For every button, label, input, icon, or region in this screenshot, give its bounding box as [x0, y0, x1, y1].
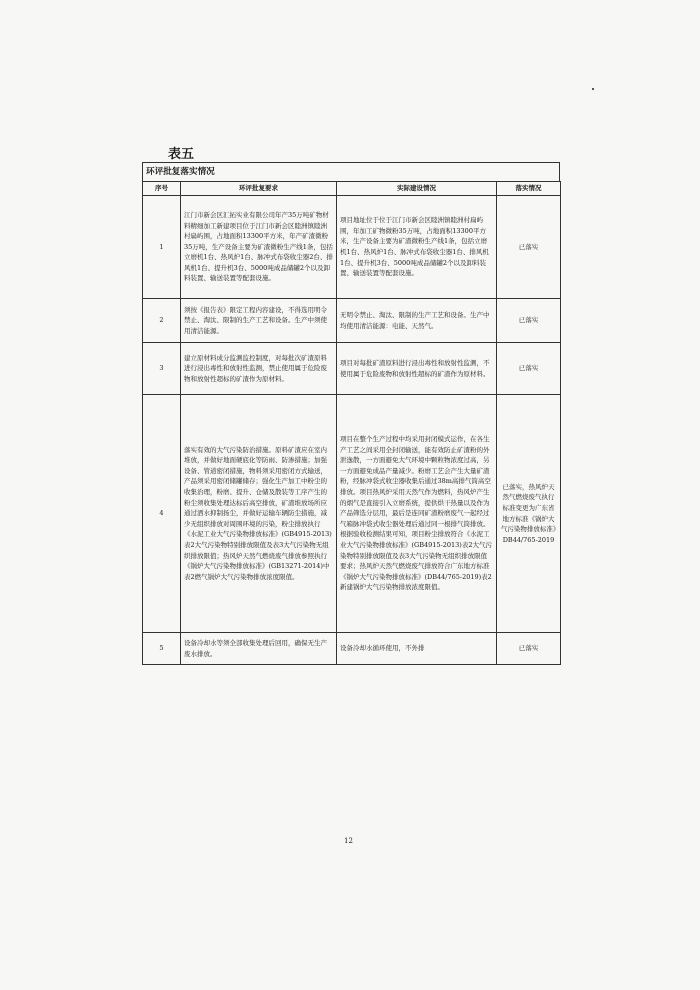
table-caption: 环评批复落实情况: [142, 162, 560, 181]
row-number: 1: [143, 196, 181, 299]
row-requirement: 建立原材料成分监测监控制度，对每批次矿渣原料进行浸出毒性和放射性监测，禁止使用属于危险废物和放射性超标的矿渣作为原材料。: [181, 343, 337, 395]
table-row: [143, 299, 561, 343]
row-status: 已落实: [497, 343, 561, 395]
header-requirement: 环评批复要求: [181, 182, 337, 196]
approval-table: [142, 181, 561, 665]
scan-speck: [592, 88, 594, 90]
table-row: [143, 196, 561, 299]
row-status: 已落实，热风炉天然气燃烧废气执行标准变更为广东省地方标准《锅炉大气污染物排放标准》DB44/765-2019: [497, 395, 561, 633]
row-requirement: 江门市新会区汇拓实业有限公司年产35万吨矿物材料精细加工新建项目位于江门市新会区睦洲镇睦洲村扁屿围，占地面积13300平方米，年产矿渣微粉35万吨，生产设备主要为矿渣微粉生产线1条，包括立磨机1台、热风炉1台、脉冲式布袋收尘器2台、排风机1台、提升机3台、5000吨成品储罐2个以及卸料装置、输送装置等配套设施。: [181, 196, 337, 299]
row-number: 3: [143, 343, 181, 395]
approval-table-container: [142, 162, 560, 665]
row-actual: 设备冷却水循环使用，不外排: [337, 633, 497, 665]
page-title: 表五: [168, 147, 195, 162]
row-requirement: 落实有效的大气污染防治措施。原料矿渣应在室内堆放，并做好地面硬底化等防雨、防渗措施；加强设备、管道密闭措施，物料须采用密闭方式输送，产品须采用密闭储罐储存；强化生产加工中粉尘的收集治理，粉磨、提升、仓储及散装等工序产生的粉尘须收集处理达标后高空排放，矿渣堆放场所应通过洒水抑制扬尘，并做好运输车辆防尘措施，减少无组织排放对周围环境的污染，粉尘排放执行《水泥工业大气污染物排放标准》(GB4915-2013)表2大气污染物特别排放限值及表3大气污染物无组织排放限值；热风炉天然气燃烧废气排放参照执行《锅炉大气污染物排放标准》(GB13271-2014)中表2燃气锅炉大气污染物排放浓度限值。: [181, 395, 337, 633]
table-row: [143, 633, 561, 665]
row-status: 已落实: [497, 633, 561, 665]
row-requirement: 设备冷却水等须全部收集处理后回用，确保无生产废水排放。: [181, 633, 337, 665]
row-actual: 无明令禁止、淘汰、限制的生产工艺和设备。生产中均使用清洁能源：电能、天然气。: [337, 299, 497, 343]
row-number: 4: [143, 395, 181, 633]
row-status: 已落实: [497, 299, 561, 343]
table-row: [143, 343, 561, 395]
table-row: [143, 395, 561, 633]
header-status: 落实情况: [497, 182, 561, 196]
row-number: 2: [143, 299, 181, 343]
table-header-row: [143, 182, 561, 196]
row-requirement: 须按《报告表》限定工程内容建设，不得选用明令禁止、淘汰、限制的生产工艺和设备。生产中须使用清洁能源。: [181, 299, 337, 343]
row-actual: 项目地址位于位于江门市新会区睦洲镇睦洲村扁屿围，年加工矿物微粉35万吨，占地面积13300平方米，生产设备主要为矿渣微粉生产线1条，包括立磨机1台、热风炉1台、脉冲式布袋收尘器1台、排风机1台、提升机3台、5000吨成品储罐2个以及卸料装置、输送装置等配套设施。: [337, 196, 497, 299]
row-number: 5: [143, 633, 181, 665]
row-actual: 项目在整个生产过程中均采用封闭模式运作，在各生产工艺之间采用全封闭输送，能有效防止矿渣粉的外泄逸散，一方面避免大气环境中颗粒物浓度过高，另一方面避免成品产量减少。粉磨工艺会产生大量矿渣粉，经脉冲袋式收尘器收集后通过38m高排气筒高空排放。项目热风炉采用天然气作为燃料，热风炉产生的烟气是直接引入立磨系统，提供烘干热量以及作为产品筛选分层用，最后是连同矿渣粉磨废气一起经过气箱脉冲袋式收尘器处理后通过同一根排气筒排放。根据验收检测结果可知，项目粉尘排放符合《水泥工业大气污染物排放标准》(GB4915-2013)表2大气污染物特别排放限值及表3大气污染物无组织排放限值要求；热风炉天然气燃烧废气排放符合广东地方标准《锅炉大气污染物排放标准》(DB44/765-2019)表2新建锅炉大气污染物排放浓度限值。: [337, 395, 497, 633]
header-actual: 实际建设情况: [337, 182, 497, 196]
row-status: 已落实: [497, 196, 561, 299]
header-number: 序号: [143, 182, 181, 196]
page-number: 12: [344, 837, 353, 845]
row-actual: 项目对每批矿渣原料进行浸出毒性和放射性监测，不使用属于危险废物和放射性超标的矿渣作为原材料。: [337, 343, 497, 395]
